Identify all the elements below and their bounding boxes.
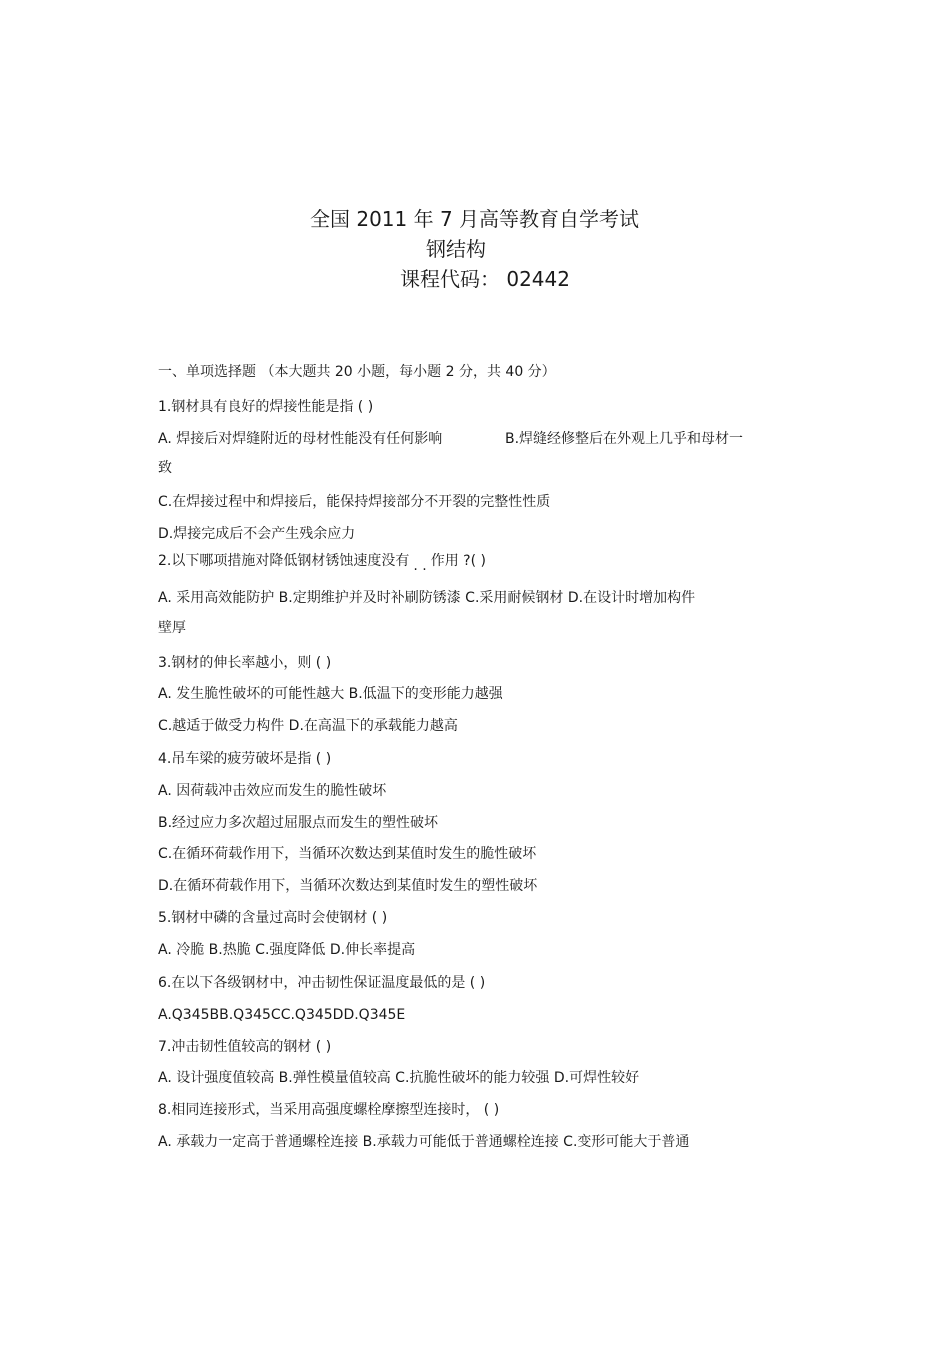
question-1-option-c: C.在焊接过程中和焊接后，能保持焊接部分不开裂的完整性性质 bbox=[158, 494, 551, 510]
subject-title: 钢结构 bbox=[426, 237, 486, 261]
question-5-stem: 5.钢材中磷的含量过高时会使钢材 ( ) bbox=[158, 910, 388, 926]
question-4-option-a: A. 因荷载冲击效应而发生的脆性破坏 bbox=[158, 783, 387, 799]
question-7-stem: 7.冲击韧性值较高的钢材 ( ) bbox=[158, 1039, 332, 1055]
question-2-stem bbox=[158, 552, 486, 575]
question-3-options-cd: C.越适于做受力构件 D.在高温下的承载能力越高 bbox=[158, 718, 458, 734]
question-6-options: A.Q345BB.Q345CC.Q345DD.Q345E bbox=[158, 1007, 406, 1023]
question-2-options: A. 采用高效能防护 B.定期维护并及时补刷防锈漆 C.采用耐候钢材 D.在设计时增加构件 bbox=[158, 590, 696, 606]
question-4-option-d: D.在循环荷载作用下，当循环次数达到某值时发生的塑性破坏 bbox=[158, 878, 538, 894]
section-heading: 一、单项选择题 （本大题共 20 小题，每小题 2 分，共 40 分） bbox=[158, 364, 556, 380]
question-8-stem: 8.相同连接形式，当采用高强度螺栓摩擦型连接时， ( ) bbox=[158, 1102, 500, 1118]
emphasis-dots: . . bbox=[413, 558, 427, 574]
question-3-options-ab: A. 发生脆性破坏的可能性越大 B.低温下的变形能力越强 bbox=[158, 686, 503, 702]
question-1-option-d: D.焊接完成后不会产生残余应力 bbox=[158, 526, 356, 542]
course-code: 课程代码： 02442 bbox=[400, 267, 570, 291]
exam-title: 全国 2011 年 7 月高等教育自学考试 bbox=[310, 207, 640, 231]
question-7-options: A. 设计强度值较高 B.弹性模量值较高 C.抗脆性破坏的能力较强 D.可焊性较好 bbox=[158, 1070, 640, 1086]
question-1-option-b-cont: 致 bbox=[158, 460, 172, 476]
question-4-option-b: B.经过应力多次超过屈服点而发生的塑性破坏 bbox=[158, 815, 439, 831]
question-2-stem-a: 2.以下哪项措施对降低钢材锈蚀速度没有 bbox=[158, 553, 410, 569]
question-1-stem: 1.钢材具有良好的焊接性能是指 ( ) bbox=[158, 399, 374, 415]
question-4-option-c: C.在循环荷载作用下，当循环次数达到某值时发生的脆性破坏 bbox=[158, 846, 537, 862]
question-2-stem-b: 作用 ?( ) bbox=[430, 553, 486, 569]
question-2-options-cont: 壁厚 bbox=[158, 620, 186, 636]
question-6-stem: 6.在以下各级钢材中，冲击韧性保证温度最低的是 ( ) bbox=[158, 975, 486, 991]
question-1-option-a: A. 焊接后对焊缝附近的母材性能没有任何影响 bbox=[158, 431, 443, 447]
question-4-stem: 4.吊车梁的疲劳破坏是指 ( ) bbox=[158, 751, 332, 767]
question-1-option-b: B.焊缝经修整后在外观上几乎和母材一 bbox=[505, 431, 744, 447]
question-5-options: A. 冷脆 B.热脆 C.强度降低 D.伸长率提高 bbox=[158, 942, 416, 958]
question-8-options: A. 承载力一定高于普通螺栓连接 B.承载力可能低于普通螺栓连接 C.变形可能大于普通 bbox=[158, 1134, 690, 1150]
question-3-stem: 3.钢材的伸长率越小，则 ( ) bbox=[158, 655, 332, 671]
